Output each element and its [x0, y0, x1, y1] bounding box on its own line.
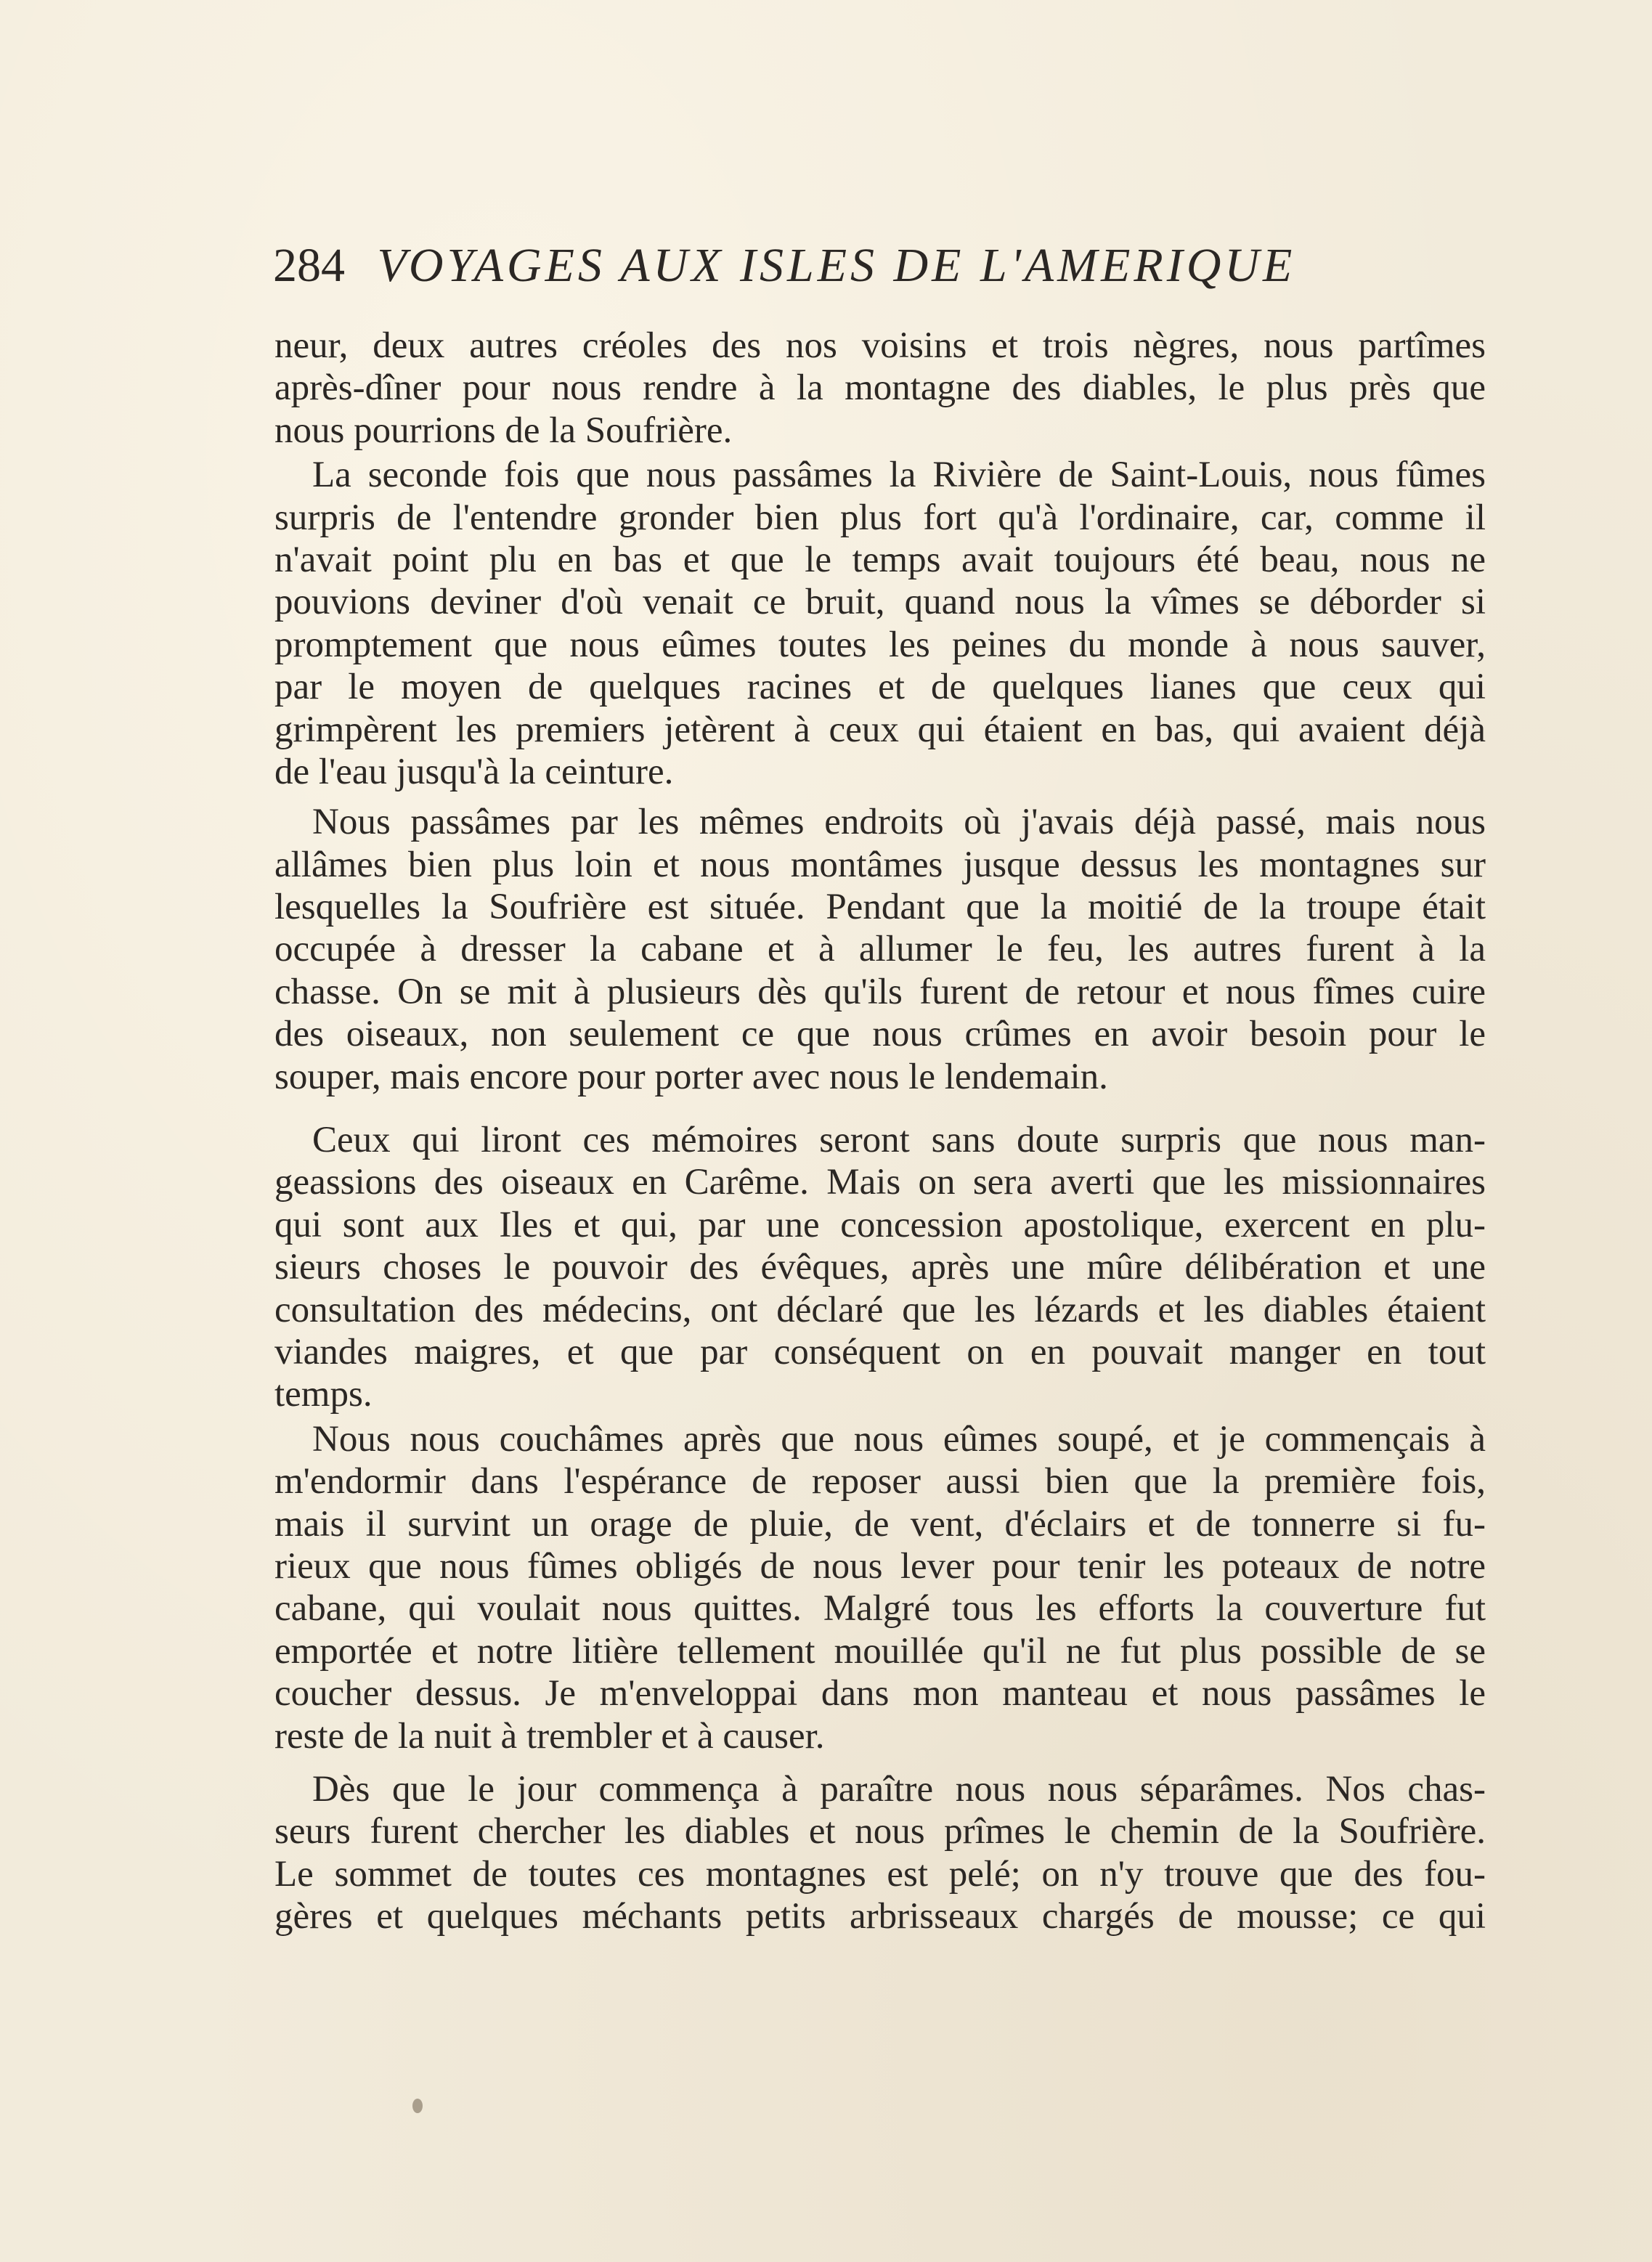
paragraph [274, 454, 1486, 793]
text-line: consultation des médecins, ont déclaré que les lézards et les diables étaient [274, 1289, 1486, 1330]
text-line: Dès que le jour commença à paraître nous nous séparâmes. Nos chas- [312, 1768, 1486, 1810]
text-line: temps. [274, 1374, 373, 1415]
paragraph [274, 1768, 1486, 1938]
text-line: qui sont aux Iles et qui, par une concession apostolique, exercent en plu- [274, 1204, 1486, 1245]
text-line: gères et quelques méchants petits arbrisseaux chargés de mousse; ce qui [274, 1896, 1486, 1937]
text-line: nous pourrions de la Soufrière. [274, 410, 733, 451]
text-line: lesquelles la Soufrière est située. Pendant que la moitié de la troupe était [274, 887, 1486, 928]
text-line: occupée à dresser la cabane et à allumer le feu, les autres furent à la [274, 929, 1486, 970]
text-line: m'endormir dans l'espérance de reposer aussi bien que la première fois, [274, 1461, 1486, 1502]
text-line: après-dîner pour nous rendre à la montagne des diables, le plus près que [274, 367, 1486, 409]
text-line: viandes maigres, et que par conséquent on en pouvait manger en tout [274, 1331, 1486, 1372]
text-line: pouvions deviner d'où venait ce bruit, quand nous la vîmes se déborder si [274, 582, 1486, 623]
text-line: promptement que nous eûmes toutes les peines du monde à nous sauver, [274, 624, 1486, 665]
paragraph [274, 801, 1486, 1098]
running-title: VOYAGES AUX ISLES DE L'AMERIQUE [377, 239, 1296, 292]
text-line: surpris de l'entendre gronder bien plus fort qu'à l'ordinaire, car, comme il [274, 497, 1486, 538]
text-line: rieux que nous fûmes obligés de nous lever pour tenir les poteaux de notre [274, 1545, 1486, 1587]
page-number: 284 [273, 239, 345, 292]
text-line: geassions des oiseaux en Carême. Mais on sera averti que les missionnaires [274, 1162, 1486, 1203]
paragraph [274, 325, 1486, 452]
text-line: allâmes bien plus loin et nous montâmes jusque dessus les montagnes sur [274, 844, 1486, 885]
text-line: Nous passâmes par les mêmes endroits où j'avais déjà passé, mais nous [312, 802, 1486, 843]
paper-speck [412, 2099, 423, 2113]
text-line: par le moyen de quelques racines et de quelques lianes que ceux qui [274, 667, 1486, 708]
text-line: La seconde fois que nous passâmes la Rivière de Saint-Louis, nous fûmes [312, 455, 1486, 496]
text-line: sieurs choses le pouvoir des évêques, après une mûre délibération et une [274, 1247, 1486, 1288]
body-text [274, 325, 1486, 1937]
text-line: Nous nous couchâmes après que nous eûmes soupé, et je commençais à [312, 1418, 1486, 1460]
text-line: cabane, qui voulait nous quittes. Malgré tous les efforts la couverture fut [274, 1588, 1486, 1630]
running-header [273, 231, 1435, 301]
text-line: reste de la nuit à trembler et à causer. [274, 1715, 825, 1757]
text-line: seurs furent chercher les diables et nous prîmes le chemin de la Soufrière. [274, 1811, 1486, 1852]
text-line: coucher dessus. Je m'enveloppai dans mon manteau et nous passâmes le [274, 1673, 1486, 1714]
text-line: Le sommet de toutes ces montagnes est pelé; on n'y trouve que des fou- [274, 1853, 1486, 1895]
text-line: neur, deux autres créoles des nos voisins et trois nègres, nous partîmes [274, 325, 1486, 366]
text-line: chasse. On se mit à plusieurs dès qu'ils furent de retour et nous fîmes cuire [274, 971, 1486, 1012]
text-line: emportée et notre litière tellement mouillée qu'il ne fut plus possible de se [274, 1630, 1486, 1672]
text-line: des oiseaux, non seulement ce que nous crûmes en avoir besoin pour le [274, 1014, 1486, 1055]
paragraph [274, 1418, 1486, 1757]
text-line: souper, mais encore pour porter avec nous le lendemain. [274, 1056, 1108, 1097]
text-line: n'avait point plu en bas et que le temps avait toujours été beau, nous ne [274, 539, 1486, 580]
text-line: mais il survint un orage de pluie, de vent, d'éclairs et de tonnerre si fu- [274, 1503, 1486, 1545]
paragraph [274, 1119, 1486, 1416]
text-line: grimpèrent les premiers jetèrent à ceux qui étaient en bas, qui avaient déjà [274, 709, 1486, 750]
text-line: Ceux qui liront ces mémoires seront sans doute surpris que nous man- [312, 1120, 1486, 1161]
text-line: de l'eau jusqu'à la ceinture. [274, 751, 674, 792]
